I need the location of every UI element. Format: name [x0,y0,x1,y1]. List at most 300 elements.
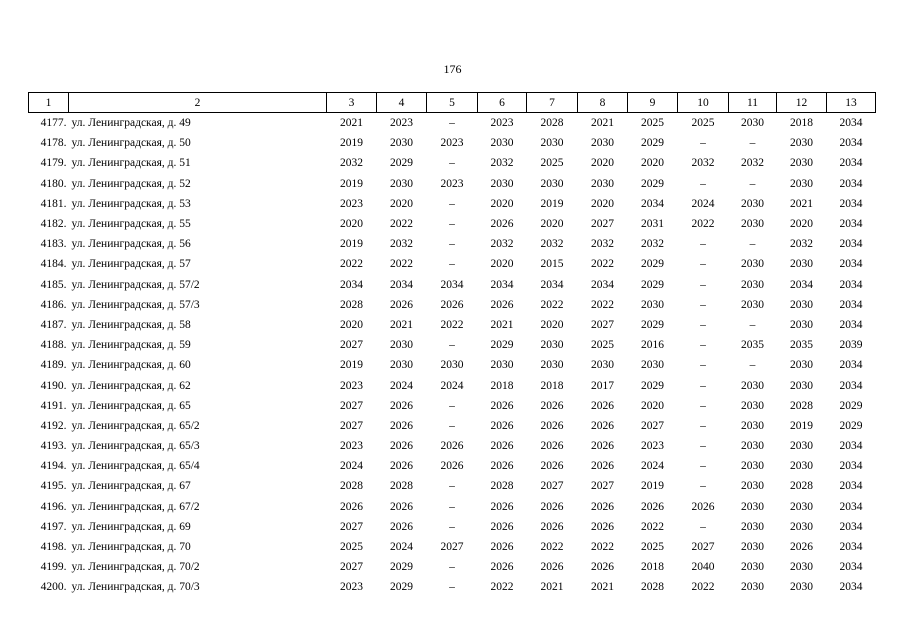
year-cell: 2034 [839,500,863,513]
table-row [29,254,876,274]
year-cell: 2034 [390,278,413,291]
year-cell: 2034 [839,541,863,554]
year-cell: 2027 [591,218,614,231]
year-cell: 2020 [540,218,564,231]
year-cell: 2027 [340,339,363,352]
table-row [29,153,876,173]
year-cell: 2025 [641,117,664,130]
year-cell: 2019 [340,238,363,251]
row-number-cell: 4189. [40,359,67,372]
row-number-cell: 4191. [40,399,67,412]
year-cell: 2034 [839,197,863,210]
address-cell: ул. Ленинградская, д. 59 [71,339,191,352]
table-row [29,214,876,234]
year-cell: 2029 [839,419,863,432]
year-cell: 2018 [641,561,664,574]
year-cell: 2026 [490,561,514,574]
year-cell: 2017 [591,379,614,392]
year-cell: – [449,581,455,594]
year-cell: – [449,339,455,352]
year-cell: 2020 [490,258,514,271]
year-cell: 2030 [790,561,813,574]
year-cell: 2030 [390,339,413,352]
address-cell: ул. Ленинградская, д. 57/2 [71,278,200,291]
year-cell: – [449,520,455,533]
year-cell: 2026 [390,460,413,473]
year-cell: 2039 [839,339,863,352]
year-cell: 2040 [691,561,715,574]
column-header: 6 [478,93,527,113]
year-cell: 2030 [741,480,764,493]
year-cell: – [749,238,756,251]
year-cell: 2026 [490,460,514,473]
year-cell: 2030 [790,298,813,311]
year-cell: 2030 [741,197,764,210]
year-cell: – [700,379,706,392]
address-cell: ул. Ленинградская, д. 62 [71,379,191,392]
year-cell: 2021 [591,581,614,594]
year-cell: 2024 [691,197,715,210]
column-header: 13 [827,93,876,113]
year-cell: 2030 [490,177,514,190]
year-cell: 2022 [390,258,413,271]
year-cell: 2026 [490,500,514,513]
year-cell: 2030 [790,177,813,190]
year-cell: – [449,399,455,412]
year-cell: 2026 [540,440,564,453]
year-cell: 2026 [490,298,514,311]
year-cell: 2028 [340,298,363,311]
year-cell: 2032 [591,238,614,251]
year-cell: 2030 [741,298,764,311]
year-cell: 2027 [340,419,363,432]
year-cell: 2026 [440,440,464,453]
column-header: 4 [377,93,427,113]
year-cell: 2034 [839,238,863,251]
year-cell: 2029 [490,339,514,352]
year-cell: 2030 [741,520,764,533]
year-cell: – [700,440,706,453]
row-number-cell: 4179. [40,157,67,170]
year-cell: – [449,117,455,130]
table-body [29,113,876,598]
header-row [29,93,876,113]
year-cell: 2018 [490,379,514,392]
year-cell: 2030 [440,359,464,372]
row-number-cell: 4198. [40,541,67,554]
year-cell: 2030 [390,359,413,372]
year-cell: 2026 [340,500,363,513]
year-cell: 2030 [741,379,764,392]
year-cell: 2019 [540,197,564,210]
year-cell: 2024 [340,460,363,473]
year-cell: 2027 [340,399,363,412]
year-cell: 2022 [490,581,514,594]
year-cell: 2027 [340,561,363,574]
year-cell: 2023 [340,581,363,594]
year-cell: 2030 [490,359,514,372]
year-cell: 2026 [540,460,564,473]
year-cell: – [449,197,455,210]
year-cell: 2028 [540,117,564,130]
year-cell: 2030 [790,157,813,170]
year-cell: 2030 [790,258,813,271]
year-cell: 2034 [839,520,863,533]
table-row [29,275,876,295]
year-cell: 2034 [591,278,614,291]
year-cell: 2034 [839,117,863,130]
year-cell: 2028 [790,399,813,412]
column-header: 5 [427,93,478,113]
year-cell: 2030 [790,137,813,150]
year-cell: 2029 [839,399,863,412]
year-cell: 2024 [390,541,413,554]
year-cell: 2020 [591,157,614,170]
year-cell: 2021 [390,318,413,331]
address-cell: ул. Ленинградская, д. 57 [71,258,191,271]
year-cell: 2030 [591,137,614,150]
page-number: 176 [443,62,462,76]
row-number-cell: 4196. [40,500,67,513]
year-cell: 2030 [540,177,564,190]
table-row [29,375,876,395]
year-cell: 2034 [790,278,813,291]
year-cell: 2027 [440,541,464,554]
table-row [29,497,876,517]
year-cell: 2021 [591,117,614,130]
year-cell: 2030 [390,137,413,150]
table-row [29,234,876,254]
year-cell: 2020 [641,399,664,412]
year-cell: 2022 [540,541,564,554]
year-cell: 2030 [790,500,813,513]
year-cell: 2026 [440,298,464,311]
year-cell: 2032 [490,238,514,251]
address-cell: ул. Ленинградская, д. 65/2 [71,419,200,432]
year-cell: 2026 [540,419,564,432]
year-cell: – [449,419,455,432]
year-cell: – [700,520,706,533]
year-cell: – [700,318,706,331]
address-cell: ул. Ленинградская, д. 67 [71,480,191,493]
row-number-cell: 4200. [40,581,67,594]
year-cell: – [449,258,455,271]
table-row [29,436,876,456]
year-cell: 2021 [790,197,813,210]
table-row [29,476,876,496]
year-cell: 2020 [540,318,564,331]
year-cell: 2029 [641,318,664,331]
year-cell: 2022 [440,318,464,331]
year-cell: 2034 [540,278,564,291]
year-cell: 2030 [591,359,614,372]
year-cell: 2019 [340,359,363,372]
year-cell: 2030 [741,419,764,432]
year-cell: 2030 [591,177,614,190]
column-header: 2 [69,93,327,113]
year-cell: – [449,500,455,513]
year-cell: 2026 [540,561,564,574]
year-cell: – [700,480,706,493]
data-table [28,92,876,598]
table-row [29,315,876,335]
year-cell: 2035 [741,339,764,352]
year-cell: – [700,238,706,251]
year-cell: 2035 [790,339,813,352]
row-number-cell: 4182. [40,218,67,231]
address-cell: ул. Ленинградская, д. 58 [71,318,191,331]
year-cell: 2030 [641,298,664,311]
row-number-cell: 4197. [40,520,67,533]
address-cell: ул. Ленинградская, д. 70/3 [71,581,200,594]
year-cell: 2022 [591,258,614,271]
table-row [29,416,876,436]
year-cell: 2026 [390,419,413,432]
year-cell: 2032 [340,157,363,170]
year-cell: 2020 [390,197,413,210]
year-cell: 2026 [790,541,813,554]
year-cell: 2026 [490,218,514,231]
year-cell: 2025 [641,541,664,554]
table-row [29,557,876,577]
year-cell: – [700,137,706,150]
year-cell: 2020 [340,318,363,331]
year-cell: 2029 [641,379,664,392]
year-cell: 2034 [839,359,863,372]
address-cell: ул. Ленинградская, д. 60 [71,359,191,372]
address-cell: ул. Ленинградская, д. 65/3 [71,440,200,453]
year-cell: 2026 [490,419,514,432]
address-cell: ул. Ленинградская, д. 56 [71,238,191,251]
year-cell: 2032 [490,157,514,170]
year-cell: 2026 [390,520,413,533]
year-cell: – [749,359,756,372]
year-cell: 2032 [790,238,813,251]
column-header: 11 [729,93,777,113]
address-cell: ул. Ленинградская, д. 57/3 [71,298,200,311]
year-cell: 2030 [741,399,764,412]
year-cell: 2030 [790,581,813,594]
year-cell: 2022 [641,520,664,533]
row-number-cell: 4192. [40,419,67,432]
year-cell: 2030 [790,318,813,331]
year-cell: 2034 [839,157,863,170]
year-cell: 2030 [741,541,764,554]
year-cell: 2022 [591,541,614,554]
year-cell: 2023 [340,197,363,210]
year-cell: 2032 [641,238,664,251]
year-cell: 2019 [641,480,664,493]
year-cell: 2027 [691,541,715,554]
year-cell: 2029 [390,581,413,594]
year-cell: 2030 [641,359,664,372]
address-cell: ул. Ленинградская, д. 49 [71,117,191,130]
year-cell: 2034 [839,480,863,493]
year-cell: – [449,157,455,170]
year-cell: 2034 [839,298,863,311]
year-cell: 2028 [340,480,363,493]
year-cell: 2029 [641,137,664,150]
year-cell: 2030 [540,137,564,150]
year-cell: 2026 [591,460,614,473]
year-cell: 2034 [839,581,863,594]
year-cell: 2026 [540,500,564,513]
year-cell: 2028 [390,480,413,493]
year-cell: 2018 [540,379,564,392]
year-cell: – [700,298,706,311]
year-cell: 2030 [741,500,764,513]
year-cell: 2022 [340,258,363,271]
row-number-cell: 4186. [40,298,67,311]
table-row [29,174,876,194]
year-cell: – [700,339,706,352]
table-row [29,113,876,134]
year-cell: 2026 [390,500,413,513]
table-row [29,577,876,597]
year-cell: 2024 [390,379,413,392]
year-cell: – [700,460,706,473]
year-cell: 2030 [490,137,514,150]
column-header: 8 [578,93,628,113]
year-cell: 2022 [540,298,564,311]
address-cell: ул. Ленинградская, д. 50 [71,137,191,150]
row-number-cell: 4180. [40,177,67,190]
year-cell: 2026 [390,399,413,412]
year-cell: 2020 [340,218,363,231]
year-cell: 2021 [490,318,514,331]
year-cell: 2020 [641,157,664,170]
row-number-cell: 4190. [40,379,67,392]
year-cell: 2026 [591,561,614,574]
year-cell: – [749,318,756,331]
year-cell: 2030 [741,581,764,594]
year-cell: 2029 [641,278,664,291]
year-cell: 2026 [591,419,614,432]
year-cell: 2020 [490,197,514,210]
column-header: 9 [628,93,678,113]
address-cell: ул. Ленинградская, д. 53 [71,197,191,210]
year-cell: 2021 [540,581,564,594]
year-cell: 2030 [790,359,813,372]
year-cell: 2026 [591,440,614,453]
year-cell: 2030 [741,460,764,473]
year-cell: 2034 [839,561,863,574]
row-number-cell: 4195. [40,480,67,493]
year-cell: 2030 [790,520,813,533]
year-cell: 2030 [741,278,764,291]
year-cell: – [700,258,706,271]
year-cell: 2026 [691,500,715,513]
year-cell: 2025 [591,339,614,352]
address-cell: ул. Ленинградская, д. 51 [71,157,191,170]
year-cell: 2023 [340,440,363,453]
year-cell: 2026 [490,440,514,453]
year-cell: 2025 [540,157,564,170]
year-cell: – [700,399,706,412]
column-header: 7 [527,93,578,113]
year-cell: – [700,359,706,372]
year-cell: 2032 [741,157,764,170]
year-cell: 2032 [540,238,564,251]
year-cell: 2026 [490,520,514,533]
year-cell: 2022 [691,218,715,231]
year-cell: 2034 [440,278,464,291]
year-cell: – [700,419,706,432]
year-cell: 2034 [839,318,863,331]
row-number-cell: 4194. [40,460,67,473]
year-cell: 2020 [591,197,614,210]
year-cell: 2027 [591,318,614,331]
address-cell: ул. Ленинградская, д. 52 [71,177,191,190]
year-cell: 2020 [790,218,813,231]
table-row [29,517,876,537]
year-cell: 2030 [741,218,764,231]
row-number-cell: 4188. [40,339,67,352]
table-row [29,396,876,416]
year-cell: 2023 [440,137,464,150]
year-cell: 2026 [591,399,614,412]
row-number-cell: 4185. [40,278,67,291]
year-cell: 2026 [390,440,413,453]
address-cell: ул. Ленинградская, д. 65 [71,399,191,412]
year-cell: 2030 [390,177,413,190]
column-header: 1 [29,93,69,113]
row-number-cell: 4178. [40,137,67,150]
year-cell: – [749,137,756,150]
row-number-cell: 4181. [40,197,67,210]
year-cell: 2026 [591,500,614,513]
table-row [29,456,876,476]
year-cell: 2034 [641,197,664,210]
year-cell: 2015 [540,258,564,271]
address-cell: ул. Ленинградская, д. 70/2 [71,561,200,574]
row-number-cell: 4184. [40,258,67,271]
year-cell: 2029 [641,177,664,190]
address-cell: ул. Ленинградская, д. 70 [71,541,191,554]
year-cell: 2029 [390,561,413,574]
year-cell: 2034 [839,177,863,190]
column-header: 12 [777,93,827,113]
row-number-cell: 4193. [40,440,67,453]
year-cell: 2030 [741,561,764,574]
year-cell: 2027 [641,419,664,432]
year-cell: 2034 [839,440,863,453]
table-row [29,537,876,557]
year-cell: 2031 [641,218,664,231]
year-cell: 2029 [641,258,664,271]
year-cell: 2030 [790,379,813,392]
year-cell: 2022 [390,218,413,231]
year-cell: – [749,177,756,190]
column-header: 3 [327,93,377,113]
table-row [29,335,876,355]
address-cell: ул. Ленинградская, д. 67/2 [71,500,200,513]
row-number-cell: 4187. [40,318,67,331]
year-cell: 2027 [540,480,564,493]
year-cell: 2018 [790,117,813,130]
year-cell: 2030 [540,339,564,352]
table-row [29,133,876,153]
year-cell: 2024 [440,379,464,392]
year-cell: 2027 [340,520,363,533]
year-cell: 2034 [340,278,363,291]
year-cell: 2026 [440,460,464,473]
year-cell: 2034 [839,460,863,473]
year-cell: – [700,177,706,190]
year-cell: 2030 [790,460,813,473]
year-cell: 2032 [691,157,715,170]
year-cell: 2034 [490,278,514,291]
